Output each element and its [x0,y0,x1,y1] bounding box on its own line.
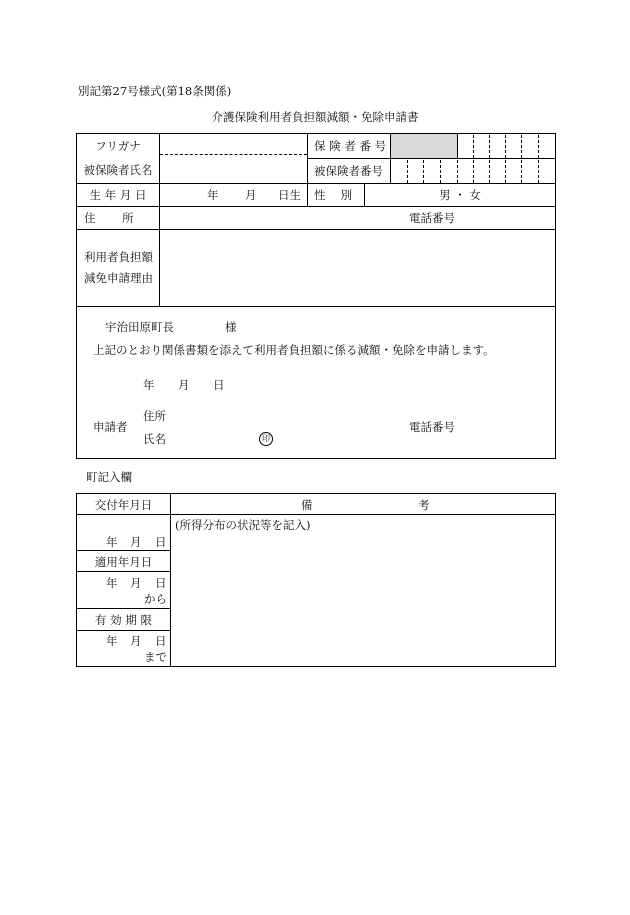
until-label: まで [144,650,167,664]
remarks-note: (所得分布の状況等を記入) [175,518,311,532]
addressee: 宇治田原町長 [105,320,174,334]
furigana-label: フリガナ [95,139,141,153]
apply-year-unit: 年 [106,576,118,590]
birth-year-unit: 年 [207,188,219,202]
remarks-label-2: 考 [418,498,430,512]
date-month-unit: 月 [178,378,190,392]
issue-year-unit: 年 [106,535,118,549]
from-label: から [144,592,167,606]
form-reference: 別記第27号様式(第18条関係) [78,84,232,98]
declaration-statement: 上記のとおり関係書類を添えて利用者負担額に係る減額・免除を申請します。 [93,343,495,357]
address-label: 住 所 [84,211,134,225]
office-section-heading: 町記入欄 [86,470,132,484]
furigana-input[interactable] [160,134,307,153]
issue-month-unit: 月 [130,535,142,549]
apply-date-label: 適用年月日 [94,555,153,569]
form-title: 介護保険利用者負担額減額・免除申請書 [211,110,419,124]
insurer-number-label: 保 険 者 番 号 [314,139,387,153]
birthdate-label: 生 年 月 日 [89,188,147,202]
applicant-label: 申請者 [93,420,128,434]
valid-period-label: 有 効 期 限 [95,613,152,627]
seal-icon: 印 [259,432,273,446]
insured-name-label: 被保険者氏名 [83,163,153,177]
birth-month-unit: 月 [245,188,257,202]
valid-year-unit: 年 [106,634,118,648]
insurer-number-shaded-cell [391,134,457,158]
phone-label: 電話番号 [409,211,455,225]
remarks-input[interactable] [171,534,555,666]
valid-month-unit: 月 [130,634,142,648]
gender-label: 性 別 [314,188,353,202]
applicant-name-label: 氏名 [143,432,166,446]
reason-input[interactable] [160,230,555,306]
valid-day-unit: 日 [155,634,167,648]
issue-date-label: 交付年月日 [94,498,153,512]
date-day-unit: 日 [213,378,225,392]
birth-day-unit: 日生 [278,188,301,202]
apply-day-unit: 日 [155,576,167,590]
apply-month-unit: 月 [130,576,142,590]
remarks-label-1: 備 [301,498,313,512]
honorific: 様 [225,320,237,334]
reason-label-line1: 利用者負担額 [84,250,153,264]
insured-name-input[interactable] [160,156,307,182]
reason-label-line2: 減免申請理由 [84,271,153,285]
date-year-unit: 年 [143,378,155,392]
applicant-phone-label: 電話番号 [409,420,455,434]
insured-number-label: 被保険者番号 [314,164,383,178]
applicant-address-label: 住所 [143,409,166,423]
issue-day-unit: 日 [155,535,167,549]
gender-options[interactable]: 男 ・ 女 [439,188,481,202]
